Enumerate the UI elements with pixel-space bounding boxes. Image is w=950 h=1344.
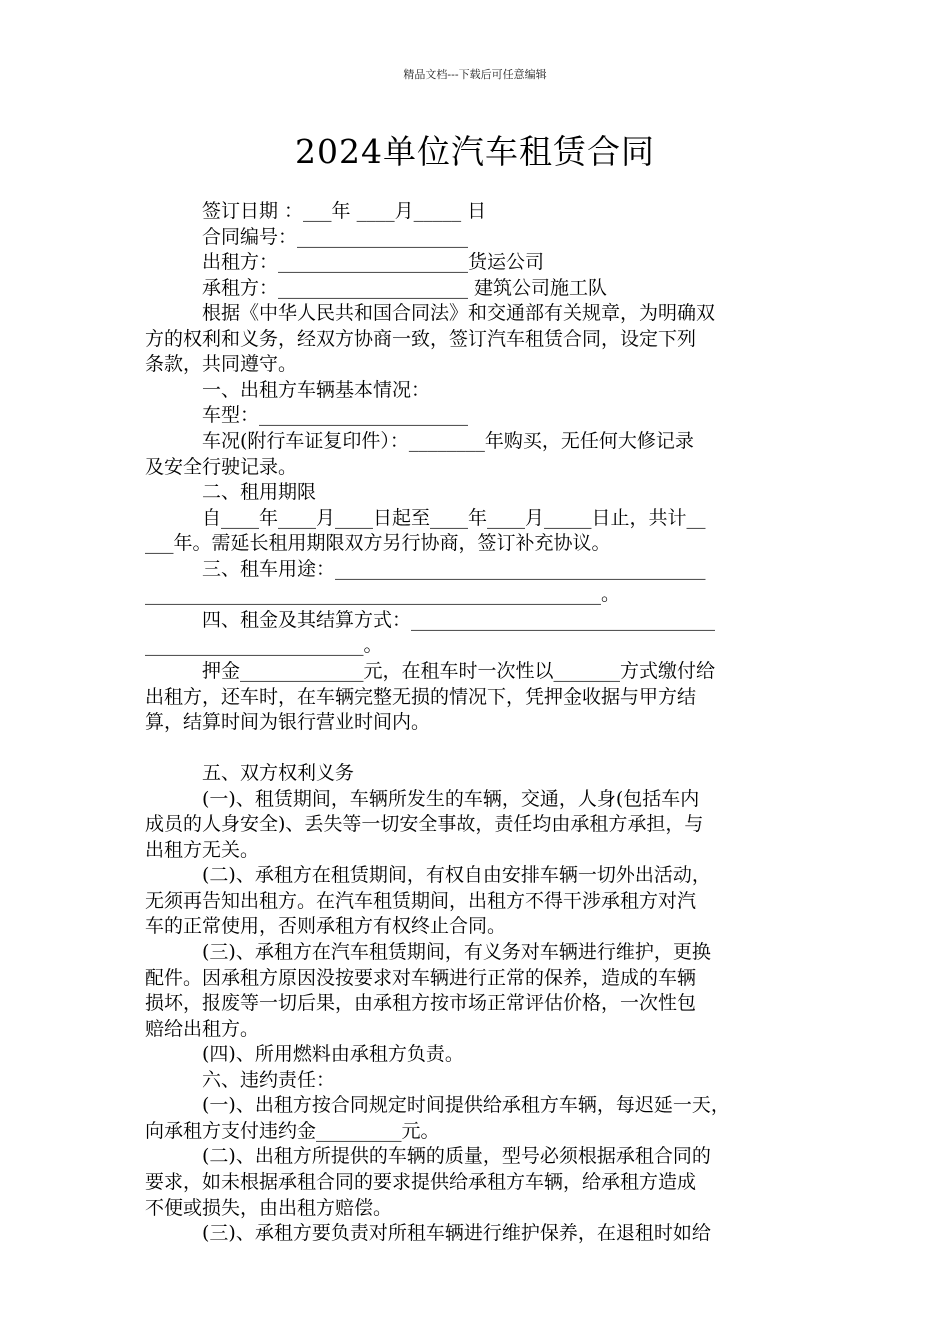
body-line: ___年。需延长租用期限双方另行协商，签订补充协议。 (145, 532, 611, 555)
body-line: 算，结算时间为银行营业时间内。 (145, 711, 431, 733)
body-line: 根据《中华人民共和国合同法》和交通部有关规章，为明确双 (202, 302, 716, 325)
body-line: 要求，如未根据承租合同的要求提供给承租方车辆，给承租方造成 (145, 1170, 697, 1193)
body-line: 车的正常使用，否则承租方有权终止合同。 (145, 915, 507, 938)
body-line: 成员的人身安全)、丢失等一切安全事故，责任均由承租方承担，与 (145, 813, 704, 836)
body-line: (二)、承租方在租赁期间，有权自由安排车辆一切外出活动， (202, 864, 711, 887)
document-title: 2024单位汽车租赁合同 (295, 132, 655, 171)
body-line: 不便或损失，由出租方赔偿。 (145, 1196, 393, 1219)
body-line: (二)、出租方所提供的车辆的质量，型号必须根据承租合同的 (202, 1145, 711, 1168)
body-line: _______________________。 (145, 634, 383, 657)
body-line: 无须再告知出租方。在汽车租赁期间，出租方不得干涉承租方对汽 (145, 889, 697, 912)
body-line: 签订日期 ：___年 ____月_____ 日 (202, 200, 487, 222)
body-line: 条款，共同遵守。 (145, 353, 298, 376)
body-line: 及安全行驶记录。 (145, 455, 298, 478)
body-line: (三)、承租方要负责对所租车辆进行维护保养，在退租时如给 (202, 1222, 711, 1244)
body-line: 赔给出租方。 (145, 1017, 260, 1040)
body-line: 合同编号：__________________ (202, 225, 469, 248)
body-line: 出租方无关。 (145, 838, 260, 861)
body-line: 二、租用期限 (202, 481, 317, 504)
body-line: 一、出租方车辆基本情况： (202, 378, 431, 401)
body-line: 方的权利和义务，经双方协商一致，签订汽车租赁合同，设定下列 (145, 327, 697, 350)
body-line: 三、租车用途：_______________________________________ (202, 557, 706, 580)
body-line: 押金_____________元，在租车时一次性以_______方式缴付给 (202, 659, 716, 682)
body-line: (四)、所用燃料由承租方负责。 (202, 1043, 464, 1066)
body-line: 损坏，报废等一切后果，由承租方按市场正常评估价格，一次性包 (145, 992, 697, 1015)
body-line: 四、租金及其结算方式：________________________________ (202, 608, 716, 631)
body-line: (一)、出租方按合同规定时间提供给承租方车辆，每迟延一天， (202, 1094, 730, 1117)
body-line: 五、双方权利义务 (202, 762, 355, 785)
body-line: 出租方，还车时，在车辆完整无损的情况下，凭押金收据与甲方结 (145, 685, 697, 708)
body-line: 车况(附行车证复印件）：________年购买，无任何大修记录 (202, 430, 694, 452)
body-line: 向承租方支付违约金_________元。 (145, 1119, 440, 1142)
page-header: 精品文档---下载后可任意编辑 (403, 68, 547, 81)
body-line: 出租方：____________________货运公司 (202, 251, 545, 274)
body-line: 自____年____月____日起至____年____月_____日止，共计__ (202, 506, 706, 529)
body-line: 配件。因承租方原因没按要求对车辆进行正常的保养，造成的车辆 (145, 966, 697, 989)
body-line: ________________________________________________。 (145, 583, 621, 606)
body-line: 承租方：____________________ 建筑公司施工队 (202, 276, 608, 299)
body-line: (一)、租赁期间，车辆所发生的车辆，交通，人身(包括车内 (202, 787, 700, 810)
body-line: 六、违约责任： (202, 1068, 336, 1091)
body-line: 车型：______________________ (202, 404, 469, 427)
body-line: (三)、承租方在汽车租赁期间，有义务对车辆进行维护，更换 (202, 941, 711, 963)
